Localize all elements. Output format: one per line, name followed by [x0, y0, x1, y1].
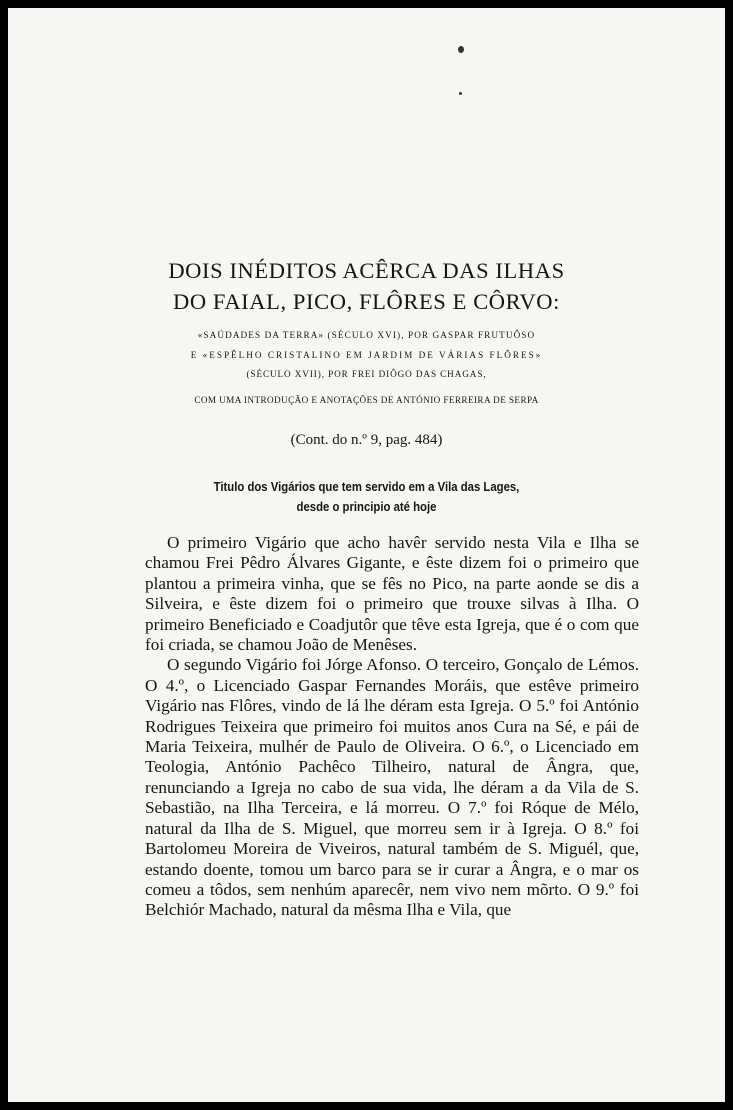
subtitle-line-3: (SÉCULO XVII), POR FREI DIÔGO DAS CHAGAS,: [246, 369, 487, 379]
article-title-line-2: DO FAIAL, PICO, FLÔRES E CÔRVO:: [172, 289, 561, 314]
subtitle-line-4: COM UMA INTRODUÇÃO E ANOTAÇÕES DE ANTÓNIO FERREIRA DE SERPA: [194, 395, 539, 405]
section-heading-line-2: desde o principio até hoje: [296, 499, 437, 514]
article-title-line-1: DOIS INÉDITOS ACÊRCA DAS ILHAS: [168, 258, 565, 283]
page-content: [8, 8, 725, 1102]
subtitle-line-1: «SAÚDADES DA TERRA» (SÉCULO XVI), POR GASPAR FRUTUÔSO: [197, 330, 536, 340]
continuation-note: (Cont. do n.º 9, pag. 484): [290, 432, 443, 448]
subtitle-line-2: E «ESPÊLHO CRISTALINO EM JARDIM DE VÁRIAS FLÔRES»: [190, 350, 543, 360]
paragraph: O segundo Vigário foi Jórge Afonso. O terceiro, Gonçalo de Lémos. O 4.º, o Licenciado Gaspar Fernandes Moráis, que estêve primeiro Vigário nas Flôres, vindo de lá lhe déram esta Igreja. O 5.º foi António Rodrigues Teixeira que primeiro foi muitos anos Cura na Sé, e pái de Maria Teixeira, mulhér de Paulo de Oliveira. O 6.º, o Licenciado em Teologia, António Pachêco Tilheiro, natural de Ângra, que, renunciando a Igreja no cabo de sua vida, lhe déram a da Vila de S. Sebastião, na Ilha Terceira, e lá morreu. O 7.º foi Róque de Mélo, natural da Ilha de S. Miguel, que morreu sem ir à Igreja. O 8.º foi Bartolomeu Moreira de Viveiros, natural também de S. Miguél, que, estando doente, tomou um barco para se ir curar a Ângra, e o mar os comeu a tôdos, sem nenhúm aparecêr, nem vivo nem mõrto. O 9.º foi Belchiór Machado, natural da mêsma Ilha e Vila, que: [145, 655, 639, 920]
scanned-page: [8, 8, 725, 1102]
section-heading-line-1: Titulo dos Vigários que tem servido em a Vila das Lages,: [213, 479, 520, 494]
paragraph: O primeiro Vigário que acho havêr servido nesta Vila e Ilha se chamou Frei Pêdro Álvares Gigante, e êste dizem foi o primeiro que plantou a primeira vinha, que se fês no Pico, na parte aonde se dis a Silveira, e êste dizem foi o primeiro que trouxe silvas à Ilha. O primeiro Beneficiado e Coadjutôr que têve esta Igreja, que é o com que foi criada, se chamou João de Menêses.: [145, 533, 639, 655]
body-text: [145, 533, 639, 921]
